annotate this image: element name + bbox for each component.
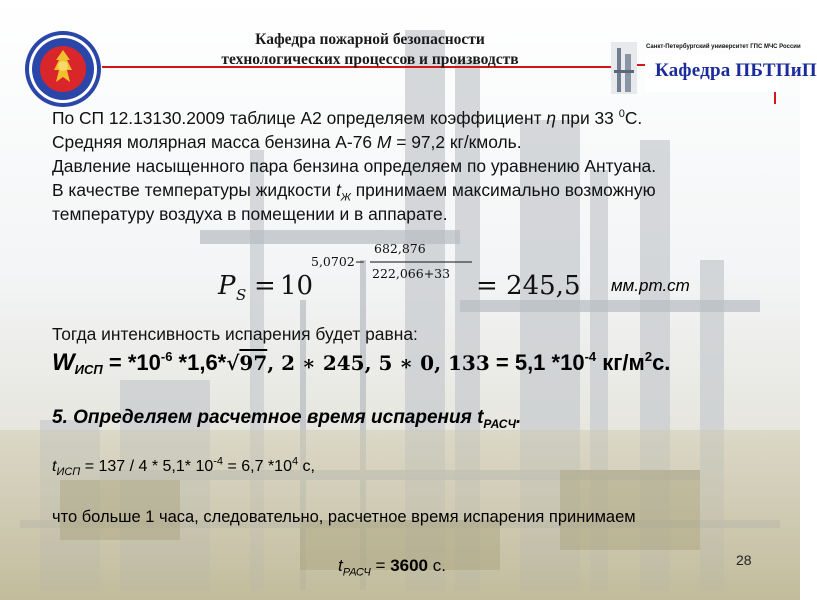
page-number: 28 — [736, 552, 752, 568]
body-line-4-text: В качестве температуры жидкости — [52, 180, 336, 200]
intensity-part4: = 5,1 *10 — [489, 350, 585, 375]
time-calc-b: = 6,7 *10 — [223, 458, 292, 475]
formula-eq: = — [254, 271, 276, 301]
eta-symbol: η — [546, 108, 557, 128]
final-value: 3600 — [390, 556, 429, 575]
temperature-subscript: Ж — [340, 191, 351, 204]
formula-exp: 5,0702− — [311, 254, 366, 269]
final-unit: с. — [428, 556, 446, 575]
antoine-formula — [214, 236, 581, 306]
body-line-4-text-b: принимаем максимально возможную — [350, 180, 656, 200]
step5-heading — [52, 407, 521, 429]
body-line-1-text: По СП 12.13130.2009 таблице А2 определяем коэффициент — [52, 108, 547, 128]
intensity-part1: = *10 — [102, 350, 161, 375]
body-line-3: Давление насыщенного пара бензина определяем по уравнению Антуана. — [52, 156, 657, 176]
intensity-part2: *1,6* — [172, 350, 227, 375]
final-t-symbol: t — [338, 556, 343, 575]
sqrt-symbol: √ — [226, 351, 240, 375]
body-line-1-text-c: С. — [624, 108, 643, 128]
conclusion-text: что больше 1 часа, следовательно, расчетное время испарения принимаем — [52, 508, 636, 526]
body-line-1-text-b: при 33 — [556, 108, 619, 128]
body-line-2-text-b: = 97,2 кг/кмоль. — [391, 132, 522, 152]
time-calc-exp2: 4 — [291, 455, 299, 468]
time-calc-exp1: -4 — [213, 455, 224, 468]
department-title-line2: технологических процессов и производств — [221, 51, 519, 68]
intensity-exp2: -4 — [584, 349, 597, 364]
formula-numerator: 682,876 — [374, 241, 426, 256]
final-eq: = — [370, 556, 391, 575]
body-line-1 — [52, 108, 642, 129]
university-emblem-logo — [24, 30, 102, 108]
department-title — [120, 30, 620, 70]
body-line-4 — [52, 180, 656, 204]
molar-mass-symbol: М — [376, 132, 392, 152]
department-title-line1: Кафедра пожарной безопасности — [255, 31, 485, 48]
intensity-exp3: 2 — [644, 349, 653, 364]
body-line-5: температуру воздуха в помещении и в аппарате. — [52, 204, 448, 224]
intensity-part3: , 2 ∗ 245, 5 ∗ 0, 133 — [267, 351, 490, 375]
time-calc-c: с, — [298, 458, 315, 475]
formula-base: 10 — [280, 271, 314, 301]
logo-caption: Санкт-Петербургский университет ГПС МЧС России — [646, 44, 801, 50]
pressure-units: мм.рт.ст — [611, 276, 690, 295]
sqrt-value: 97 — [239, 351, 268, 375]
formula-denominator: 222,066+33 — [372, 266, 451, 281]
time-subscript: ИСП — [56, 466, 81, 479]
intensity-intro: Тогда интенсивность испарения будет равна: — [52, 324, 418, 344]
degree-superscript: 0 — [618, 108, 625, 121]
logo-wordmark: Кафедра ПБТПиП — [655, 60, 817, 81]
evaporation-time-calc — [52, 455, 315, 479]
body-line-2-text: Средняя молярная масса бензина А-76 — [52, 132, 377, 152]
intensity-part5: кг/м — [596, 350, 645, 375]
time-symbol: t — [52, 458, 57, 475]
step5-end: . — [516, 407, 522, 428]
intensity-part6: с. — [652, 350, 671, 375]
final-t-subscript: РАСЧ — [342, 566, 371, 579]
w-subscript: ИСП — [74, 362, 103, 377]
body-line-2 — [52, 132, 522, 153]
intensity-exp1: -6 — [160, 349, 173, 364]
temperature-symbol: t — [335, 180, 341, 200]
final-result — [338, 556, 446, 579]
intensity-formula — [52, 349, 670, 377]
formula-p: P — [218, 271, 236, 301]
step5-subscript: РАСЧ — [483, 416, 517, 431]
w-symbol: W — [52, 349, 75, 376]
formula-result: = 245,5 — [476, 271, 581, 301]
step5-text: 5. Определяем расчетное время испарения t — [52, 407, 484, 428]
time-calc-a: = 137 / 4 * 5,1* 10 — [80, 458, 214, 475]
formula-p-sub: S — [236, 286, 247, 304]
